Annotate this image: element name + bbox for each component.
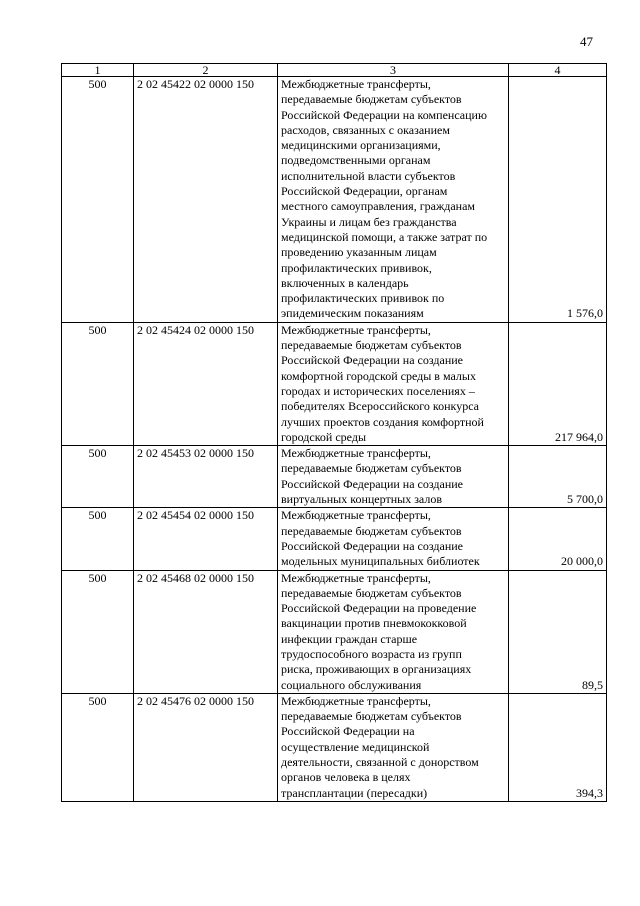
- table-row: [62, 693, 607, 801]
- column-header-3: 3: [278, 64, 509, 77]
- description-cell: Межбюджетные трансферты, передаваемые бюджетам субъектов Российской Федерации на создание виртуальных концертных залов: [278, 446, 509, 508]
- table-row: [62, 508, 607, 570]
- budget-code-cell: 2 02 45476 02 0000 150: [134, 693, 278, 801]
- table-row: [62, 322, 607, 445]
- amount-cell: 20 000,0: [509, 508, 607, 570]
- column-header-row: [62, 64, 607, 77]
- page-number: 47: [580, 34, 593, 49]
- admin-code-cell: 500: [62, 508, 134, 570]
- admin-code-cell: 500: [62, 693, 134, 801]
- budget-code-cell: 2 02 45454 02 0000 150: [134, 508, 278, 570]
- column-header-4: 4: [509, 64, 607, 77]
- amount-cell: 89,5: [509, 570, 607, 693]
- budget-code-cell: 2 02 45468 02 0000 150: [134, 570, 278, 693]
- budget-table: [61, 63, 607, 802]
- description-cell: Межбюджетные трансферты, передаваемые бюджетам субъектов Российской Федерации на компенсацию расходов, связанных с оказанием медицинскими организациями, подведомственными органам исполнительной власти субъектов Российской Федерации, органам местного самоуправления, гражданам Украины и лицам без гражданства медицинской помощи, а также затрат по проведению указанным лицам профилактических прививок, включенных в календарь профилактических прививок по эпидемическим показаниям: [278, 77, 509, 323]
- table-row: [62, 570, 607, 693]
- description-cell: Межбюджетные трансферты, передаваемые бюджетам субъектов Российской Федерации на создание модельных муниципальных библиотек: [278, 508, 509, 570]
- admin-code-cell: 500: [62, 322, 134, 445]
- budget-code-cell: 2 02 45424 02 0000 150: [134, 322, 278, 445]
- budget-code-cell: 2 02 45422 02 0000 150: [134, 77, 278, 323]
- description-cell: Межбюджетные трансферты, передаваемые бюджетам субъектов Российской Федерации на проведение вакцинации против пневмококковой инфекции граждан старше трудоспособного возраста из групп риска, проживающих в организациях социального обслуживания: [278, 570, 509, 693]
- table-row: [62, 77, 607, 323]
- budget-code-cell: 2 02 45453 02 0000 150: [134, 446, 278, 508]
- amount-cell: 5 700,0: [509, 446, 607, 508]
- amount-cell: 1 576,0: [509, 77, 607, 323]
- column-header-1: 1: [62, 64, 134, 77]
- admin-code-cell: 500: [62, 570, 134, 693]
- admin-code-cell: 500: [62, 77, 134, 323]
- column-header-2: 2: [134, 64, 278, 77]
- description-cell: Межбюджетные трансферты, передаваемые бюджетам субъектов Российской Федерации на создание комфортной городской среды в малых городах и исторических поселениях – победителях Всероссийского конкурса лучших проектов создания комфортной городской среды: [278, 322, 509, 445]
- table-row: [62, 446, 607, 508]
- description-cell: Межбюджетные трансферты, передаваемые бюджетам субъектов Российской Федерации на осуществление медицинской деятельности, связанной с донорством органов человека в целях трансплантации (пересадки): [278, 693, 509, 801]
- admin-code-cell: 500: [62, 446, 134, 508]
- amount-cell: 217 964,0: [509, 322, 607, 445]
- amount-cell: 394,3: [509, 693, 607, 801]
